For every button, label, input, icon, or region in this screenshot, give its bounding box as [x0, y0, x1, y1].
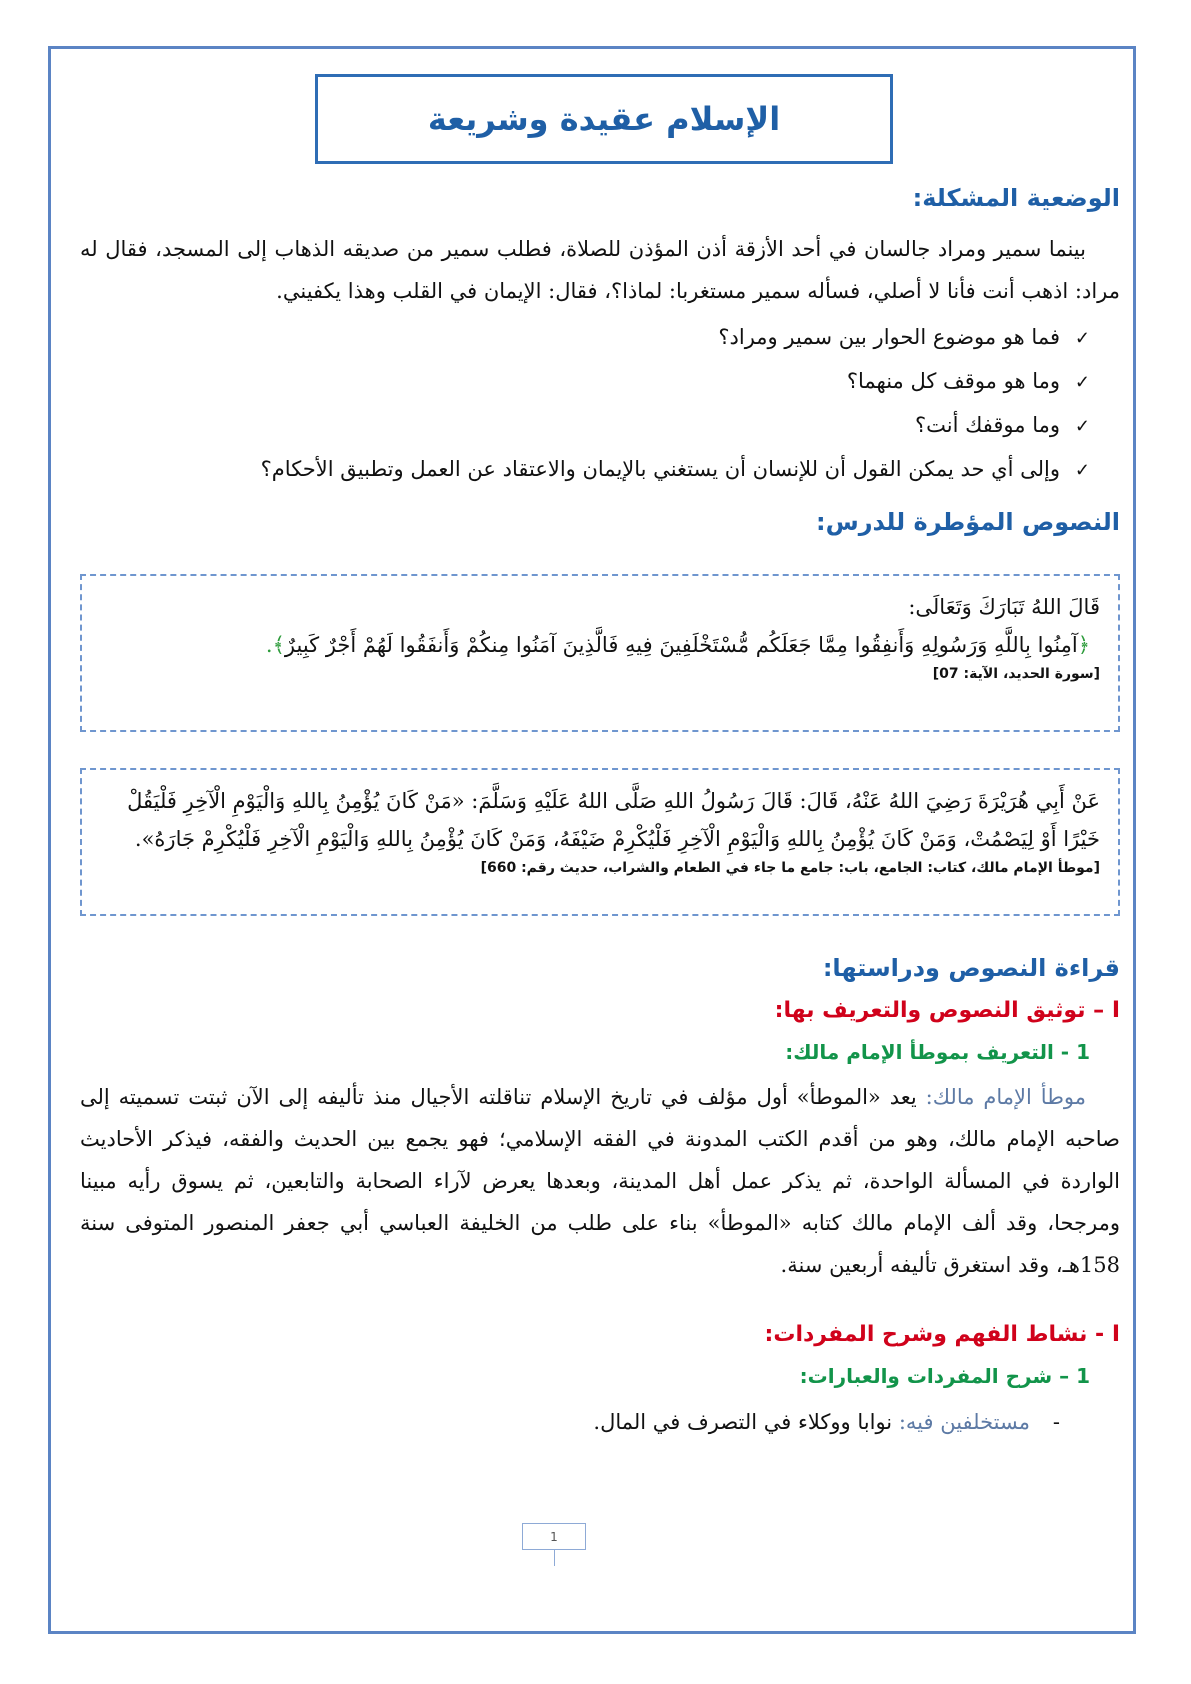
check-icon: ✓ — [1074, 328, 1090, 349]
sub2-heading: 1 – شرح المفردات والعبارات: — [799, 1364, 1090, 1388]
sub1-heading: 1 - التعريف بموطأ الإمام مالك: — [785, 1040, 1090, 1064]
texts-heading: النصوص المؤطرة للدرس: — [815, 508, 1120, 536]
question-text: وما هو موقف كل منهما؟ — [846, 369, 1060, 393]
question-text: وما موقفك أنت؟ — [914, 413, 1060, 437]
page-content — [80, 46, 1120, 1634]
list-item — [80, 448, 1090, 492]
question-text: وإلى أي حد يمكن القول أن للإنسان أن يستغني بالإيمان والاعتقاد عن العمل وتطبيق الأحكام؟ — [260, 457, 1060, 481]
quran-verse — [100, 626, 1100, 664]
quran-intro: قَالَ اللهُ تَبَارَكَ وَتَعَالَى: — [908, 595, 1100, 619]
muwatta-text: يعد «الموطأ» أول مؤلف في تاريخ الإسلام تناقلته الأجيال منذ تأليفه إلى الآن ثبتت تسميته إلى صاحبه الإمام مالك، وهو من أقدم الكتب المدونة في الفقه الإسلامي؛ فهو يجمع بين الحديث والفقه، فيذكر الأحاديث الواردة في المسألة الواحدة، ثم يذكر عمل أهل المدينة، وبعدها يعرض لآراء الصحابة والتابعين، ثم يسوق رأيه مبينا ومرجحا، وقد ألف الإمام مالك كتابه «الموطأ» بناء على طلب من الخليفة العباسي أبي جعفر المنصور المتوفى سنة 158هـ، وقد استغرق تأليفه أربعين سنة. — [80, 1085, 1120, 1277]
vocab-item — [80, 1402, 1120, 1442]
question-text: فما هو موضوع الحوار بين سمير ومراد؟ — [718, 325, 1060, 349]
hadith-box — [80, 768, 1120, 916]
reading-heading: قراءة النصوص ودراستها: — [822, 954, 1120, 982]
question-list — [80, 316, 1120, 492]
list-item — [80, 404, 1090, 448]
verse-text: آمِنُوا بِاللَّهِ وَرَسُولِهِ وَأَنفِقُوا مِمَّا جَعَلَكُم مُّسْتَخْلَفِينَ فِيهِ فَالَّذِينَ آمَنُوا مِنكُمْ وَأَنفَقُوا لَهُمْ أَجْرٌ كَبِيرٌ — [284, 633, 1078, 657]
quran-box — [80, 574, 1120, 732]
list-item — [80, 316, 1090, 360]
list-item — [80, 360, 1090, 404]
check-icon: ✓ — [1074, 460, 1090, 481]
problem-heading: الوضعية المشكلة: — [912, 184, 1120, 212]
check-icon: ✓ — [1074, 416, 1090, 437]
section2-heading: I - نشاط الفهم وشرح المفردات: — [764, 1322, 1120, 1347]
title-box — [315, 74, 893, 164]
ornate-bracket-open: ﴿ — [1077, 633, 1090, 657]
section1-heading: I – توثيق النصوص والتعريف بها: — [774, 998, 1120, 1023]
hadith-reference: [موطأ الإمام مالك، كتاب: الجامع، باب: جامع ما جاء في الطعام والشراب، حديث رقم: 660] — [480, 860, 1100, 876]
muwatta-label: موطأ الإمام مالك: — [925, 1085, 1086, 1109]
page-number-tick — [554, 1550, 555, 1566]
muwatta-paragraph — [80, 1076, 1120, 1286]
vocab-term: مستخلفين فيه: — [898, 1410, 1030, 1434]
ornate-bracket-close: ﴾. — [265, 633, 285, 657]
hadith-text: عَنْ أَبِي هُرَيْرَةَ رَضِيَ اللهُ عَنْهُ، قَالَ: قَالَ رَسُولُ اللهِ صَلَّى اللهُ عَلَيْهِ وَسَلَّمَ: «مَنْ كَانَ يُؤْمِنُ بِاللهِ وَالْيَوْمِ الْآخِرِ فَلْيَقُلْ خَيْرًا أَوْ لِيَصْمُتْ، وَمَنْ كَانَ يُؤْمِنُ بِاللهِ وَالْيَوْمِ الْآخِرِ فَلْيُكْرِمْ ضَيْفَهُ، وَمَنْ كَانَ يُؤْمِنُ بِاللهِ وَالْيَوْمِ الْآخِرِ فَلْيُكْرِمْ جَارَهُ». — [127, 789, 1100, 851]
check-icon: ✓ — [1074, 372, 1090, 393]
page-number: 1 — [522, 1523, 586, 1550]
page-title: الإسلام عقيدة وشريعة — [427, 100, 781, 138]
problem-text: بينما سمير ومراد جالسان في أحد الأزقة أذن المؤذن للصلاة، فطلب سمير من صديقه الذهاب إلى المسجد، فقال له مراد: اذهب أنت فأنا لا أصلي، فسأله سمير مستغربا: لماذا؟، فقال: الإيمان في القلب وهذا يكفيني. — [80, 237, 1120, 303]
vocab-meaning: نوابا ووكلاء في التصرف في المال. — [593, 1410, 899, 1434]
quran-reference: [سورة الحديد، الآية: 07] — [932, 666, 1100, 682]
dash-bullet: - — [1052, 1410, 1060, 1434]
problem-paragraph — [80, 228, 1120, 312]
